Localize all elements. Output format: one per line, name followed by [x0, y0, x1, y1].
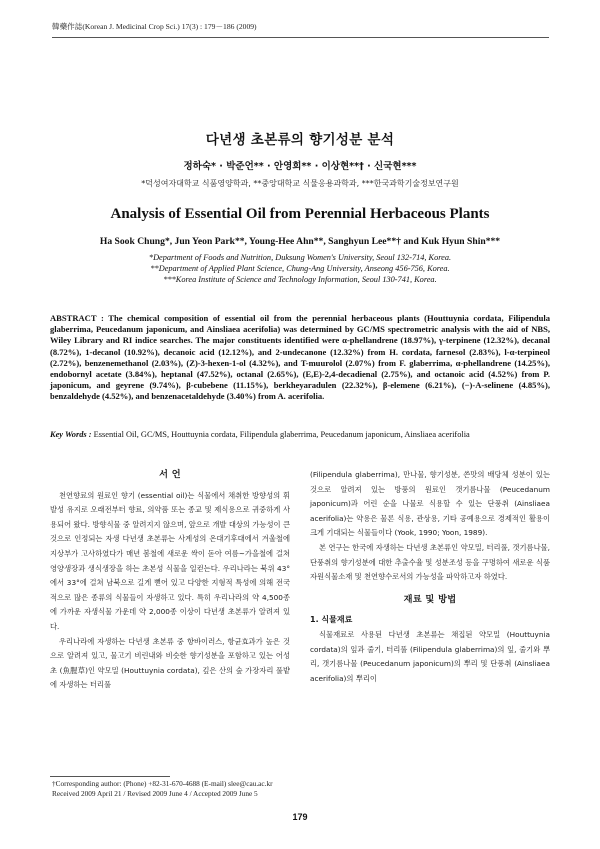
keywords-text: Essential Oil, GC/MS, Houttuynia cordata, Filipendula glaberrima, Peucedanum japonicum, Ainsliaea acerifolia	[93, 430, 470, 439]
paragraph: 우리나라에 자생하는 다년생 초본류 중 항바이러스, 항균효과가 높은 것으로 알려져 있고, 물고기 비린내와 비슷한 향기성분을 포함하고 있는 어성초 (魚腥草)인 약모밀 (Houttuynia cordata), 깊은 산의 숲 가장자리 풀밭에 자생하는 터리풀	[50, 636, 290, 690]
journal-citation: 韓藥作誌(Korean J. Medicinal Crop Sci.) 17(3) : 179－186 (2009)	[52, 22, 257, 31]
page-number: 179	[292, 812, 308, 822]
keywords-label: Key Words :	[50, 430, 92, 439]
subsection-heading: 1. 식물재료	[310, 615, 353, 625]
english-affiliations	[0, 252, 600, 286]
korean-title: 다년생 초본류의 향기성분 분석	[205, 132, 395, 148]
affiliation-line: ***Korea Institute of Science and Technology Information, Seoul 130-741, Korea.	[163, 275, 437, 285]
footnote-rule	[50, 776, 170, 777]
corresponding-author: †Corresponding author: (Phone) +82-31-670-4688 (E-mail) slee@cau.ac.kr	[52, 779, 273, 788]
header-rule	[52, 37, 549, 38]
paragraph: (Filipendula glaberrima), 만나물, 향기성분, 쓴맛의 배당체 성분이 있는 것으로 알려져 있는 방풍의 원료인 갯기름나물 (Peucedanum japonicum)과 어린 순을 나물로 식용할 수 있는 단풍취 (Ainsliaea acerifolia)는 약용은 물론 식용, 관상용, 기타 공예용으로 경제적인 활용이 크게 기대되는 식물들이다 (Yook, 1990; Yoon, 1989).	[310, 470, 550, 538]
paragraph: 식물재료로 사용된 다년생 초본류는 채집된 약모밀 (Houttuynia cordata)의 잎과 줄기, 터리풀 (Filipendula glaberrima)의 잎, 줄기와 뿌리, 갯기름나물 (Peucedanum japonicum)의 뿌리 및 단풍취 (Ainsliaea acerifolia)의 뿌리이	[310, 629, 550, 683]
korean-authors: 정하숙* · 박준언** · 안영희** · 이상현**† · 신국현***	[183, 161, 417, 172]
right-column	[310, 468, 550, 686]
left-column	[50, 468, 290, 693]
received-dates: Received 2009 April 21 / Revised 2009 June 4 / Accepted 2009 June 5	[52, 789, 258, 798]
korean-affiliations: *덕성여자대학교 식품영양학과, **중앙대학교 식물응용과학과, ***한국과학기술정보연구원	[141, 179, 459, 188]
english-title: Analysis of Essential Oil from Perennial Herbaceous Plants	[110, 206, 490, 222]
english-authors: Ha Sook Chung*, Jun Yeon Park**, Young-Hee Ahn**, Sanghyun Lee**† and Kuk Hyun Shin***	[99, 236, 501, 247]
section-heading-methods: 재료 및 방법	[403, 593, 457, 605]
abstract: ABSTRACT : The chemical composition of essential oil from the perennial herbaceous plants (Houttuynia cordata, Filipendula glaberrima, Peucedanum japonicum, and Ainsliaea acerifolia) was determined by GC/MS spectrometric analysis with the aid of NBS, Wiley Library and RI indice searches. The major constituents identified were α-phellandrene (18.97%), γ-terpinene (12.32%), decanal (8.72%), 1-decanol (10.92%), decanoic acid (12.12%), and 2-undecanone (12.32%) from H. cordata, farnesol (2.83%), l-α-terpineol (2.72%), benzenemethanol (2.03%), (Z)-3-hexen-1-ol (4.32%), and T-muurolol (2.07%) from F. glaberrima, α-phellandrene (14.25%), endobornyl acetate (3.84%), heptanal (47.52%), octanal (2.65%), (E,E)-2,4-decadienal (2.75%), and octanoic acid (4.52%) from P. japonicum, and geyrene (9.74%), β-cubebene (11.15%), berkheyaradulen (22.32%), β-elemene (6.21%), (−)-A-selinene (4.85%), benzaldehyde (4.52%), and benzenacetaldehyde (3.40%) from A. acerifolia.	[50, 313, 550, 402]
footnote	[52, 779, 352, 799]
paragraph: 천연향료의 원료인 향기 (essential oil)는 식물에서 채취한 방향성의 휘발성 유지로 오래전부터 향료, 의약품 또는 종교 및 제식용으로 귀중하게 사용되어 왔다. 방향식물 중 알려지지 않으며, 앞으로 개발 대상의 가능성이 큰 것으로 인정되는 자생 다년생 초본류는 사계성의 온대기후대에서 겨울철에 지상부가 고사하였다가 매년 봄철에 새로운 싹이 돋아 여름~가을철에 걸쳐 영양생장과 생식생장을 하는 초본성 식물을 일컫는다. 우리나라는 북위 43°에서 33°에 걸쳐 남북으로 길게 뻗어 있고 다양한 지형적 특성에 의해 전국적으로 많은 종류의 식물들이 자생하고 있다. 특히 우리나라의 약 4,500종에 가까운 자생식물 가운데 약 2,000종 이상이 다년생 초본류가 알려져 있다.	[50, 490, 290, 631]
keywords	[50, 429, 550, 440]
paragraph: 본 연구는 한국에 자생하는 다년생 초본류인 약모밀, 터리풀, 갯기름나물, 단풍취의 향기성분에 대한 추출수율 및 성분조성 등을 구명하여 새로운 식품자원식물소재 및 천연향수로서의 가능성을 파악하고자 하였다.	[310, 542, 550, 582]
affiliation-line: **Department of Applied Plant Science, Chung-Ang University, Anseong 456-756, Korea.	[150, 264, 450, 274]
section-heading-introduction: 서 언	[159, 469, 181, 480]
affiliation-line: *Department of Foods and Nutrition, Duksung Women's University, Seoul 132-714, Korea.	[148, 253, 452, 262]
